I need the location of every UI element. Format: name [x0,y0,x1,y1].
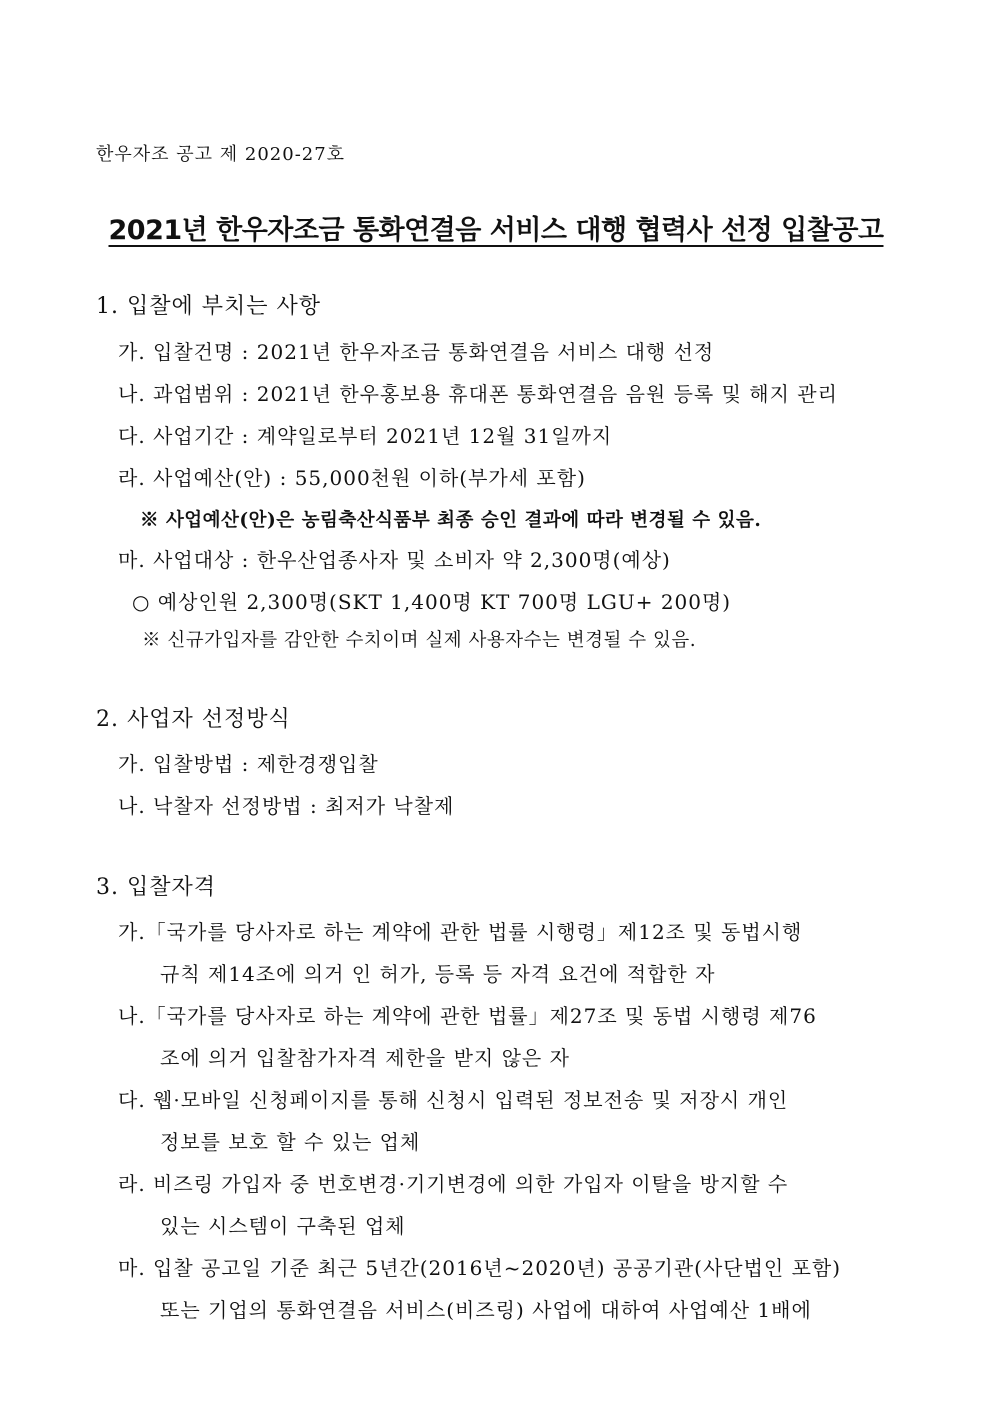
section3-line: 정보를 보호 할 수 있는 업체 [160,1130,421,1154]
section1-budget-note: ※ 사업예산(안)은 농림축산식품부 최종 승인 결과에 따라 변경될 수 있음. [140,510,762,531]
section3-line: 가.「국가를 당사자로 하는 계약에 관한 법률 시행령」제12조 및 동법시행 [118,920,803,944]
section2-item-selection: 나. 낙찰자 선정방법 : 최저가 낙찰제 [118,794,455,818]
section1-count-note: ※ 신규가입자를 감안한 수치이며 실제 사용자수는 변경될 수 있음. [142,630,697,651]
notice-number: 한우자조 공고 제 2020-27호 [96,144,346,165]
section1-expected-count: ○ 예상인원 2,300명(SKT 1,400명 KT 700명 LGU+ 200명) [132,590,732,614]
section1-item-scope: 나. 과업범위 : 2021년 한우홍보용 휴대폰 통화연결음 음원 등록 및 해지 관리 [118,382,838,406]
document-title-text: 2021년 한우자조금 통화연결음 서비스 대행 협력사 선정 입찰공고 [108,215,884,246]
section1-item-project-name: 가. 입찰건명 : 2021년 한우자조금 통화연결음 서비스 대행 선정 [118,340,715,364]
section1-item-target: 마. 사업대상 : 한우산업종사자 및 소비자 약 2,300명(예상) [118,548,671,572]
section3-line: 있는 시스템이 구축된 업체 [160,1214,406,1238]
section3-line: 조에 의거 입찰참가자격 제한을 받지 않은 자 [160,1046,570,1070]
section1-heading: 1. 입찰에 부치는 사항 [96,294,321,319]
section3-line: 마. 입찰 공고일 기준 최근 5년간(2016년~2020년) 공공기관(사단법인 포함) [118,1256,842,1280]
section3-line: 나.「국가를 당사자로 하는 계약에 관한 법률」제27조 및 동법 시행령 제76 [118,1004,817,1028]
section3-line: 다. 웹·모바일 신청페이지를 통해 신청시 입력된 정보전송 및 저장시 개인 [118,1088,789,1112]
section1-item-budget: 라. 사업예산(안) : 55,000천원 이하(부가세 포함) [118,466,586,490]
section3-heading: 3. 입찰자격 [96,875,216,900]
document-title [0,208,992,247]
section2-item-method: 가. 입찰방법 : 제한경쟁입찰 [118,752,379,776]
section3-line: 규칙 제14조에 의거 인 허가, 등록 등 자격 요건에 적합한 자 [160,962,716,986]
section3-line: 라. 비즈링 가입자 중 번호변경·기기변경에 의한 가입자 이탈을 방지할 수 [118,1172,789,1196]
section3-line: 또는 기업의 통화연결음 서비스(비즈링) 사업에 대하여 사업예산 1배에 [160,1298,812,1322]
section1-item-period: 다. 사업기간 : 계약일로부터 2021년 12월 31일까지 [118,424,613,448]
section2-heading: 2. 사업자 선정방식 [96,707,291,732]
